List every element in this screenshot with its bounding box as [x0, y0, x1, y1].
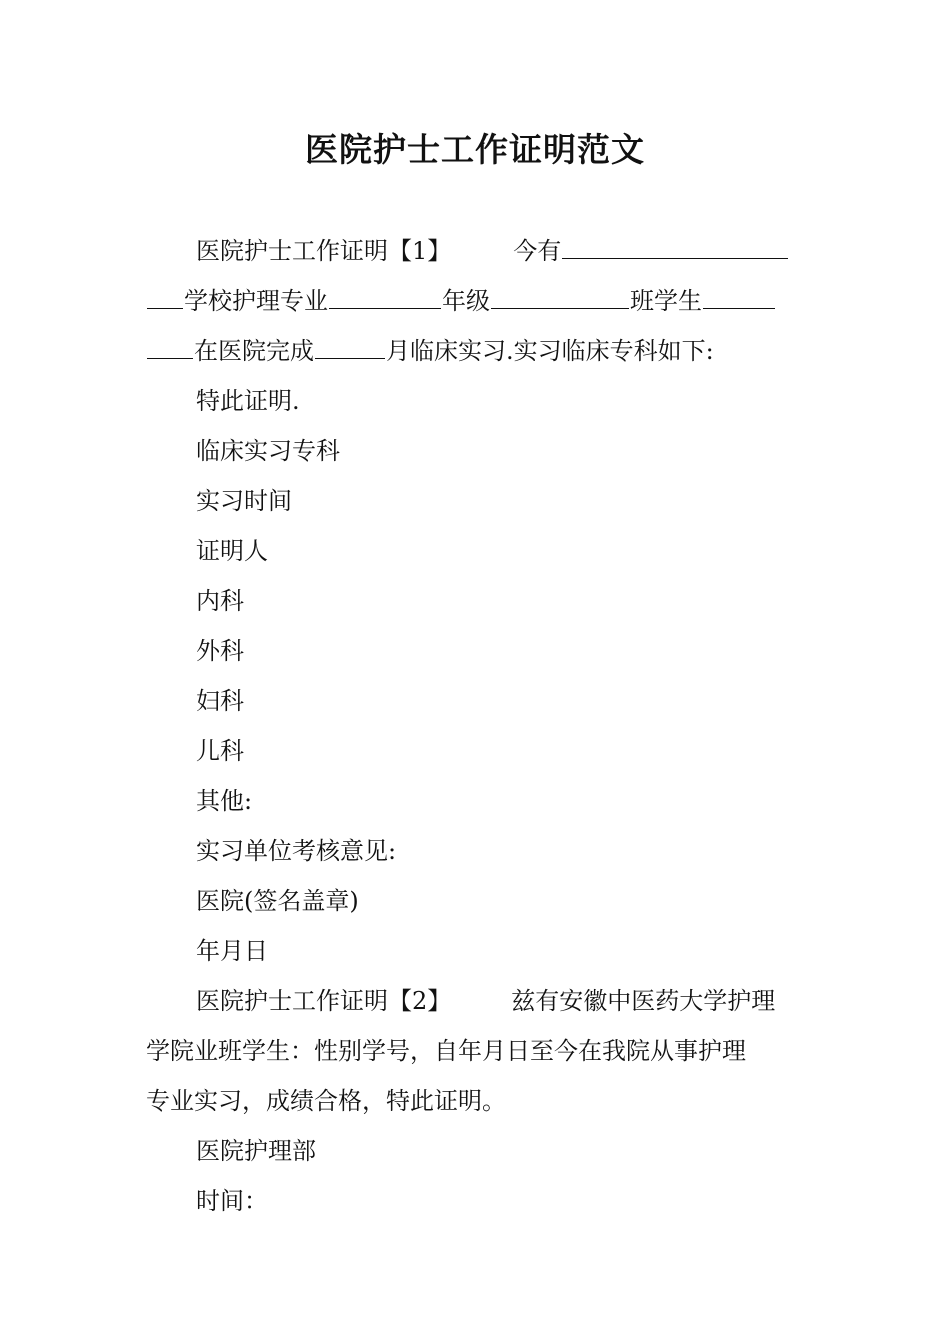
cert2-line-3: 专业实习，成绩合格，特此证明。	[146, 1087, 506, 1115]
document-body	[146, 226, 808, 1226]
cert2-line-1	[146, 976, 808, 1026]
cert1-jin-text: 今有	[513, 237, 562, 265]
cert1-practice-text: 月临床实习.实习临床专科如下:	[386, 337, 714, 365]
cert1-line-2	[146, 276, 808, 326]
cert2-line-2: 学院业班学生：性别学号，自年月日至今在我院从事护理	[146, 1037, 746, 1065]
cert2-heading: 医院护士工作证明【2】	[196, 987, 452, 1015]
cert1-item: 医院(签名盖章)	[196, 887, 359, 915]
cert1-grade-text: 年级	[442, 287, 490, 315]
cert2-time: 时间：	[196, 1187, 268, 1215]
blank-student-cont	[147, 328, 193, 359]
cert1-item: 外科	[196, 637, 244, 665]
document-title: 医院护士工作证明范文	[305, 130, 645, 169]
cert1-item: 内科	[196, 587, 244, 615]
blank-class	[491, 278, 629, 309]
cert2-line-1-text: 兹有安徽中医药大学护理	[511, 987, 776, 1015]
cert1-item: 儿科	[196, 737, 244, 765]
cert1-item: 妇科	[196, 687, 244, 715]
cert1-major-text: 学校护理专业	[184, 287, 328, 315]
cert1-item: 实习单位考核意见:	[196, 837, 397, 865]
cert2-dept: 医院护理部	[196, 1137, 316, 1165]
cert1-item: 其他:	[196, 787, 253, 815]
blank-student	[703, 278, 775, 309]
cert1-heading: 医院护士工作证明【1】	[196, 237, 452, 265]
blank-school	[562, 228, 788, 259]
blank-months	[315, 328, 385, 359]
cert1-item: 特此证明.	[196, 387, 300, 415]
blank-school-cont	[147, 278, 183, 309]
blank-grade	[329, 278, 441, 309]
cert1-item: 实习时间	[196, 487, 292, 515]
cert1-complete-text: 在医院完成	[194, 337, 314, 365]
cert1-class-text: 班学生	[630, 287, 702, 315]
cert1-item: 临床实习专科	[196, 437, 340, 465]
cert1-item: 证明人	[196, 537, 268, 565]
cert1-line-3	[146, 326, 808, 376]
cert1-item: 年月日	[196, 937, 268, 965]
cert1-line-1	[146, 226, 808, 276]
